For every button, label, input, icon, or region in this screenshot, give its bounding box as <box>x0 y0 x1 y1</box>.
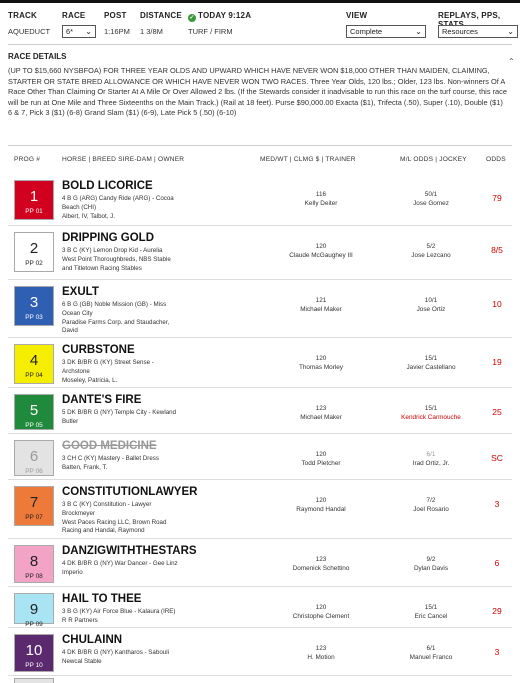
entry-row[interactable] <box>8 176 512 226</box>
horse-info-line: Archstone <box>62 367 90 375</box>
live-odds: 25 <box>492 407 502 417</box>
post-position: PP 09 <box>25 621 43 628</box>
jockey[interactable]: Manuel Franco <box>409 654 453 661</box>
post-position: PP 01 <box>25 208 43 215</box>
post-position: PP 07 <box>25 514 43 521</box>
weight: 120 <box>315 497 327 504</box>
weight: 120 <box>315 604 327 611</box>
chevron-down-icon: ⌄ <box>507 27 514 36</box>
entry-row[interactable] <box>8 541 512 587</box>
horse-info-line: West Point Thoroughbreds, NBS Stable <box>62 255 171 263</box>
jockey[interactable]: Javier Castellano <box>406 364 456 371</box>
race-details-text: (UP TO $15,660 NYSBFOA) FOR THREE YEAR OLDS AND UPWARD WHICH HAVE NEVER WON $18,000 OTHER THAN MAIDEN, CLAIMING, STARTER OR STATE BRED ALLOWANCE OR WHICH HAVE NEVER WON TWO RACES. Three Year Olds, 120 lbs.; Older, 123 lbs. Non-winners Of A Race Other Than Claiming Or Starter At A Mile Or Over Allowed 2 lbs. (If the Stewards consider it inadvisable to run this race on the turf course, this race will be run at One Mile and Three Sixteenths on the Main Track.) (Rail at 18 feet). Purse $90,000.00 Exacta ($1), Trifecta (.50), Super (.10), Double ($1) 6 & 7, Pick 3 ($1) (6-8) Grand Slam ($1) (6-9), Late Pick 5 (.50) (6-10) <box>8 66 507 118</box>
live-odds: 8/5 <box>491 245 503 255</box>
jockey[interactable]: Eric Cancel <box>414 613 448 620</box>
horse-info-line: Albert, IV, Talbot, J. <box>62 212 115 220</box>
horse-info-line: Moseley, Patricia, L. <box>62 376 118 384</box>
horse-info-line: Beach (CHI) <box>62 203 97 211</box>
horse-info <box>62 247 202 273</box>
race-select[interactable]: 6* ⌄ <box>62 25 96 38</box>
weight: 120 <box>315 451 327 458</box>
trainer[interactable]: Claude McGaughey III <box>289 252 353 259</box>
horse-info-line: Imperio <box>62 568 83 576</box>
track-label: TRACK <box>8 11 37 20</box>
horse-info-line: 3 B C (KY) Lemon Drop Kid - Aurelia <box>62 247 163 254</box>
post-value: 1:16PM <box>104 27 130 36</box>
horse-info-line: Brockmeyer <box>62 509 96 517</box>
morning-line-odds: 15/1 <box>424 604 438 611</box>
program-number: 1 <box>29 188 39 205</box>
program-number-badge[interactable] <box>14 344 54 384</box>
morning-line-odds: 6/1 <box>426 645 436 652</box>
horse-info <box>62 501 202 536</box>
program-number-badge[interactable] <box>14 394 54 430</box>
horse-info-line: R R Partners <box>62 616 98 624</box>
jockey[interactable]: Jose Lezcano <box>411 252 451 259</box>
morning-line-odds: 6/1 <box>426 451 436 458</box>
horse-info-line: West Paces Racing LLC, Brown Road <box>62 518 167 526</box>
morning-line-odds: 50/1 <box>424 191 438 198</box>
horse-info-line: 4 DK B/BR G (NY) Kantharos - Sabouli <box>62 649 169 656</box>
col-odds: ODDS <box>486 156 506 163</box>
col-med: MED/WT | CLMG $ | TRAINER <box>260 156 356 163</box>
view-label: VIEW <box>346 11 368 20</box>
program-number: 6 <box>29 448 39 465</box>
program-number-badge[interactable] <box>14 486 54 526</box>
live-odds: SC <box>491 453 503 463</box>
entry-row[interactable] <box>8 340 512 388</box>
program-number-badge[interactable] <box>14 232 54 272</box>
next-entry-badge <box>14 678 54 683</box>
race-details-title: RACE DETAILS <box>8 52 67 61</box>
chevron-up-icon[interactable]: ⌃ <box>508 57 515 66</box>
entry-row[interactable] <box>8 630 512 676</box>
horse-info-line: 3 DK B/BR G (KY) Street Sense - <box>62 359 154 366</box>
live-odds: 29 <box>492 606 502 616</box>
program-number: 7 <box>29 494 39 511</box>
horse-info-line: 4 DK B/BR G (NY) War Dancer - Gee Linz <box>62 560 178 567</box>
program-number-badge[interactable] <box>14 440 54 476</box>
program-number: 9 <box>29 601 39 618</box>
program-number: 5 <box>29 402 39 419</box>
post-position: PP 06 <box>25 468 43 475</box>
post-position: PP 04 <box>25 372 43 379</box>
jockey[interactable]: Kendrick Carmouche <box>401 414 461 421</box>
trainer[interactable]: H. Motion <box>307 654 335 661</box>
details-divider <box>8 145 512 146</box>
horse-info-line: Paradise Farms Corp. and Staudacher, <box>62 318 170 326</box>
horse-info <box>62 560 202 578</box>
live-odds: 19 <box>492 357 502 367</box>
program-number: 3 <box>29 294 39 311</box>
horse-info-line: 3 B G (KY) Air Force Blue - Kalaura (IRE) <box>62 608 176 615</box>
horse-info-line: Newcal Stable <box>62 657 102 665</box>
weight: 123 <box>315 405 327 412</box>
trainer[interactable]: Michael Maker <box>300 306 342 313</box>
horse-info-line: 3 CH C (KY) Mastery - Ballet Dress <box>62 455 159 462</box>
jockey[interactable]: Jose Gomez <box>413 200 449 207</box>
weight: 120 <box>315 243 327 250</box>
morning-line-odds: 15/1 <box>424 355 438 362</box>
horse-name[interactable]: DANTE'S FIRE <box>62 394 142 406</box>
jockey[interactable]: Joel Rosario <box>413 506 449 513</box>
live-odds: 6 <box>494 558 500 568</box>
live-odds: 3 <box>494 647 500 657</box>
entry-row[interactable] <box>8 436 512 480</box>
check-icon: ✓ <box>189 15 195 21</box>
horse-info <box>62 195 202 221</box>
horse-name[interactable]: HAIL TO THEE <box>62 593 142 605</box>
trainer[interactable]: Kelly Deiter <box>304 200 338 207</box>
horse-name[interactable]: CONSTITUTIONLAWYER <box>62 486 198 498</box>
chevron-down-icon: ⌄ <box>415 27 422 36</box>
entry-row[interactable] <box>8 390 512 434</box>
live-odds: 79 <box>492 193 502 203</box>
col-ml: M/L ODDS | JOCKEY <box>400 156 467 163</box>
horse-info-line: and Titletown Racing Stables <box>62 264 142 272</box>
horse-info <box>62 409 202 427</box>
morning-line-odds: 9/2 <box>426 556 436 563</box>
post-position: PP 08 <box>25 573 43 580</box>
post-position: PP 05 <box>25 422 43 429</box>
post-label: POST <box>104 11 127 20</box>
program-number: 4 <box>29 352 39 369</box>
morning-line-odds: 5/2 <box>426 243 436 250</box>
program-number: 8 <box>29 553 39 570</box>
jockey[interactable]: Jose Ortiz <box>416 306 446 313</box>
chevron-down-icon: ⌄ <box>85 27 92 36</box>
horse-name[interactable]: BOLD LICORICE <box>62 180 153 192</box>
jockey[interactable]: Dylan Davis <box>413 565 449 572</box>
entry-row[interactable] <box>8 282 512 338</box>
distance-label: DISTANCE <box>140 11 182 20</box>
today-label: ✓ TODAY 9:12A <box>189 11 252 21</box>
horse-info-line: 6 B G (GB) Noble Mission (GB) - Miss <box>62 301 167 308</box>
horse-info <box>62 301 202 336</box>
morning-line-odds: 7/2 <box>426 497 436 504</box>
horse-name[interactable]: DANZIGWITHTHESTARS <box>62 545 197 557</box>
horse-info <box>62 359 202 385</box>
col-horse: HORSE | BREED SIRE-DAM | OWNER <box>62 156 185 163</box>
program-number-badge[interactable] <box>14 286 54 326</box>
program-number-badge[interactable] <box>14 593 54 628</box>
horse-info-line: 4 B G (ARG) Candy Ride (ARG) - Cocoa <box>62 195 174 202</box>
trainer[interactable]: Michael Maker <box>300 414 342 421</box>
horse-info-line: David <box>62 327 78 335</box>
program-number-badge[interactable] <box>14 180 54 220</box>
horse-info-line: Batten, Frank, T. <box>62 463 108 471</box>
horse-info <box>62 649 202 667</box>
view-select[interactable]: Complete ⌄ <box>346 25 426 38</box>
morning-line-odds: 15/1 <box>424 405 438 412</box>
horse-info-line: 3 B C (KY) Constitution - Lawyer <box>62 501 152 508</box>
horse-name[interactable]: CURBSTONE <box>62 344 135 356</box>
weight: 120 <box>315 355 327 362</box>
trainer[interactable]: Domenick Schettino <box>292 565 350 572</box>
program-number-badge[interactable] <box>14 545 54 583</box>
horse-name[interactable]: GOOD MEDICINE <box>62 440 157 452</box>
program-number: 10 <box>25 642 43 659</box>
horse-name[interactable]: EXULT <box>62 286 99 298</box>
race-label: RACE <box>62 11 86 20</box>
morning-line-odds: 10/1 <box>424 297 438 304</box>
weight: 121 <box>315 297 327 304</box>
weight: 116 <box>315 191 327 198</box>
trainer[interactable]: Raymond Handal <box>296 506 346 513</box>
post-position: PP 03 <box>25 314 43 321</box>
horse-info <box>62 608 202 626</box>
header-divider <box>8 44 512 45</box>
horse-name[interactable]: DRIPPING GOLD <box>62 232 155 244</box>
horse-info-line: Butler <box>62 417 79 425</box>
col-prog: PROG # <box>14 156 41 163</box>
program-number-badge[interactable] <box>14 634 54 672</box>
weight: 123 <box>315 645 327 652</box>
horse-info-line: 5 DK B/BR G (NY) Temple City - Kewland <box>62 409 177 416</box>
live-odds: 10 <box>492 299 502 309</box>
track-value[interactable]: AQUEDUCT <box>8 27 51 36</box>
horse-info <box>62 455 202 473</box>
trainer[interactable]: Christophe Clement <box>292 613 350 620</box>
post-position: PP 10 <box>25 662 43 669</box>
replays-select[interactable]: Resources ⌄ <box>438 25 518 38</box>
live-odds: 3 <box>494 499 500 509</box>
weight: 123 <box>315 556 327 563</box>
entry-row[interactable] <box>8 228 512 280</box>
horse-name[interactable]: CHULAINN <box>62 634 123 646</box>
jockey[interactable]: Irad Ortiz, Jr. <box>412 460 450 467</box>
entry-row[interactable] <box>8 482 512 539</box>
entry-row[interactable] <box>8 589 512 628</box>
horse-info-line: Racing and Handal, Raymond <box>62 527 145 535</box>
trainer[interactable]: Thomas Morley <box>298 364 344 371</box>
post-position: PP 02 <box>25 260 43 267</box>
program-number: 2 <box>29 240 39 257</box>
horse-info-line: Ocean City <box>62 309 93 317</box>
trainer[interactable]: Todd Pletcher <box>301 460 341 467</box>
distance-value: 1 3/8M <box>140 27 163 36</box>
replays-label: REPLAYS, PPS, <box>438 11 501 20</box>
surface-value: TURF / FIRM <box>188 27 233 36</box>
top-border <box>0 0 520 3</box>
